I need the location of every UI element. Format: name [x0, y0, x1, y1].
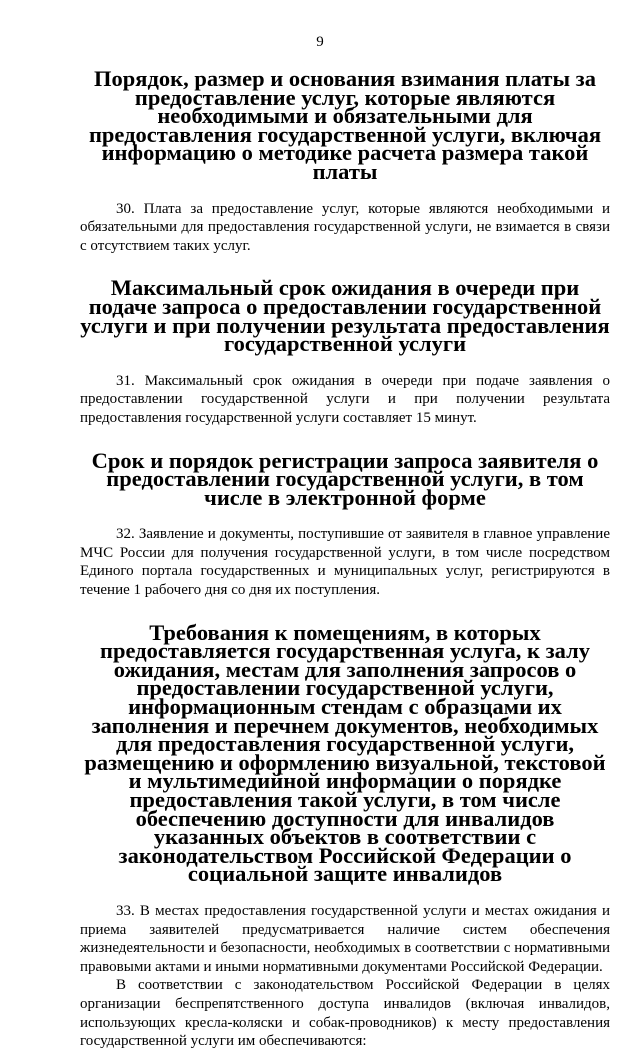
paragraph-31: 31. Максимальный срок ожидания в очереди при подаче заявления о предоставлении государственной услуги и при получении результата предоставления государственной услуги составляет 15 минут. — [80, 372, 610, 426]
section-heading-fee: Порядок, размер и основания взимания платы за предоставление услуг, которые являются необходимыми и обязательными для предоставления государственной услуги, включая информацию о методике расчета размера такой платы — [88, 66, 602, 184]
section-heading-queue-time: Максимальный срок ожидания в очереди при подаче запроса о предоставлении государственной услуги и при получении результата предоставления государственной услуги — [80, 275, 610, 357]
paragraph-33: 33. В местах предоставления государственной услуги и местах ожидания и приема заявителей предусматривается наличие систем обеспечения жизнедеятельности и безопасности, необходимых в соответствии с нормативными правовыми актами и иными нормативными документами Российской Федерации. — [80, 902, 610, 975]
page-number: 9 — [316, 34, 324, 50]
paragraph-30: 30. Плата за предоставление услуг, которые являются необходимыми и обязательными для предоставления государственной услуги, не взимается в связи с отсутствием таких услуг. — [80, 200, 610, 254]
document-body — [80, 66, 610, 1051]
paragraph-accessibility: В соответствии с законодательством Российской Федерации в целях организации беспрепятственного доступа инвалидов (включая инвалидов, использующих кресла-коляски и собак-проводников) к месту предоставления государственной услуги им обеспечиваются: — [80, 977, 610, 1050]
section-heading-premises: Требования к помещениям, в которых предоставляется государственная услуга, к залу ожидания, местам для заполнения запросов о предоставлении государственной услуги, информационным стендам с образцами их заполнения и перечнем документов, необходимых для предоставления государственной услуги, размещению и оформлению визуальной, текстовой и мультимедийной информации о порядке предоставления такой услуги, в том числе обеспечению доступности для инвалидов указанных объектов в соответствии с законодательством Российской Федерации о социальной защите инвалидов — [84, 619, 606, 887]
paragraph-32: 32. Заявление и документы, поступившие от заявителя в главное управление МЧС России для получения государственной услуги, в том числе посредством Единого портала государственных и муниципальных услуг, регистрируются в течение 1 рабочего дня со дня их поступления. — [80, 526, 610, 599]
section-heading-registration: Срок и порядок регистрации запроса заявителя о предоставлении государственной услуги, в том числе в электронной форме — [91, 447, 599, 510]
